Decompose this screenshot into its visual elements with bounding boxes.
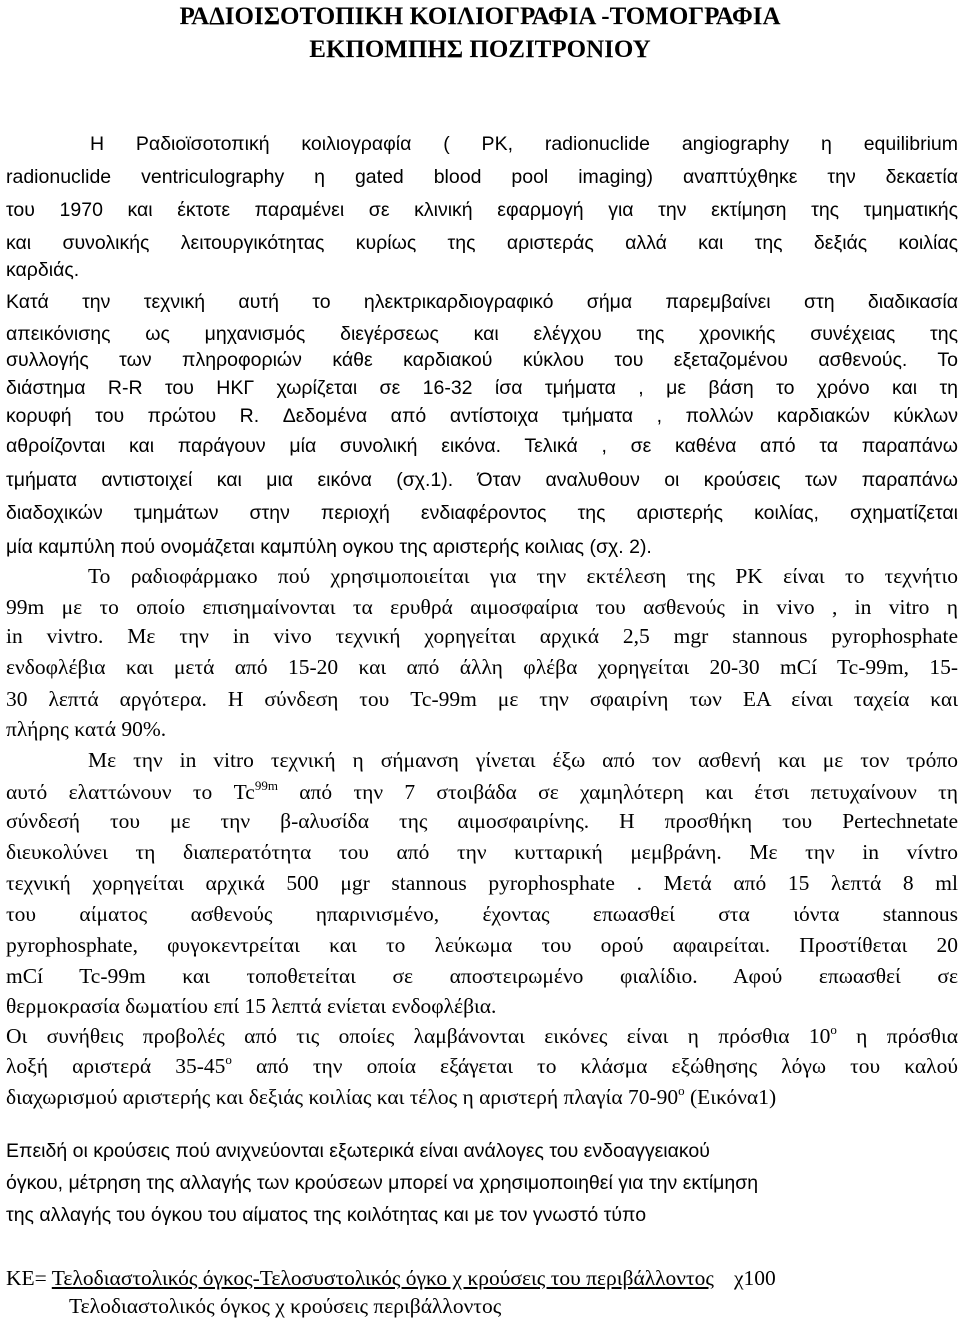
- invitro-line-9: θερμοκρασία δωματίου επί 15 λεπτά ενίεται ενδοφλέβια.: [6, 994, 497, 1018]
- degree-superscript: ο: [678, 1083, 685, 1098]
- projections-line-1-start: Οι συνήθεις προβολές από τις οποίες λαμβάνονται εικόνες είναι η πρόσθια 10: [6, 1024, 831, 1048]
- projections-line-3-start: διαχωρισμού αριστερής και δεξιάς κοιλίας και τέλος η αριστερή πλαγία 70-90: [6, 1085, 679, 1109]
- intro-line-3: του 1970 και έκτοτε παραμένει σε κλινική εφαρμογή για την εκτίμηση της τμηματικής: [6, 199, 958, 221]
- invitro-line-7: pyrophosphate, φυγοκεντρείται και το λεύκωμα του ορού αφαιρείται. Προστίθεται 20: [6, 933, 958, 957]
- projections-line-1: [6, 1020, 958, 1052]
- counts-line-2: όγκου, μέτρηση της αλλαγής των κρούσεων μπορεί να χρησιμοποιηθεί για την εκτίμηση: [6, 1172, 759, 1194]
- invitro-line-8: mCí Tc-99m και τοποθετείται σε αποστειρωμένο φιαλίδιο. Αφού επωασθεί σε: [6, 964, 958, 988]
- intro-line-5: καρδιάς.: [6, 259, 80, 281]
- invitro-line-1: Με την in vitro τεχνική η σήμανση γίνεται έξω από τον ασθενή και με τον τρόπο: [88, 748, 958, 772]
- invitro-line-3: σύνδεσή του με την β-αλυσίδα της αιμοσφαιρίνης. Η προσθήκη του Pertechnetate: [6, 809, 958, 833]
- isotope-superscript: 99m: [254, 778, 278, 793]
- technique-line-3: συλλογής των πληροφοριών κάθε καρδιακού κύκλου του εξεταζομένου ασθενούς. Το: [6, 349, 958, 371]
- invitro-line-4: διευκολύνει τη διαπερατότητα του από την κυτταρική μεμβράνη. Με την in vívtro: [6, 840, 958, 864]
- projections-line-2-start: λοξή αριστερά 35-45: [6, 1054, 226, 1078]
- projections-line-3-end: (Εικόνα1): [684, 1085, 777, 1109]
- degree-superscript: ο: [830, 1022, 837, 1037]
- projections-line-3: [6, 1081, 958, 1113]
- formula-multiplier: χ100: [733, 1266, 776, 1290]
- projections-line-2: [6, 1050, 958, 1082]
- technique-line-5: κορυφή του πρώτου R. Δεδομένα από αντίστοιχα τμήματα , πολλών καρδιακών κύκλων: [6, 405, 958, 427]
- intro-line-4: και συνολικής λειτουργικότητας κυρίως της αριστεράς αλλά και της δεξιάς κοιλίας: [6, 232, 958, 254]
- invitro-line-2-start: αυτό ελαττώνουν το Tc: [6, 780, 255, 804]
- technique-line-2: απεικόνισης ως μηχανισμός διεγέρσεως και ελέγχου της χρονικής συνέχειας της: [6, 323, 958, 345]
- radiopharm-line-2: 99m με το οποίο επισημαίνονται τα ερυθρά αιμοσφαίρια του ασθενούς in vivo , in vitro η: [6, 595, 958, 619]
- radiopharm-line-5: 30 λεπτά αργότερα. Η σύνδεση του Tc-99m με την σφαιρίνη των ΕΑ είναι ταχεία και: [6, 687, 958, 711]
- title-line-2: ΕΚΠΟΜΠΗΣ ΠΟΖΙΤΡΟΝΙΟΥ: [309, 36, 651, 63]
- formula-numerator: Τελοδιαστολικός όγκος-Τελοσυστολικός όγκο χ κρούσεις του περιβάλλοντος: [51, 1266, 714, 1290]
- invitro-line-2-end: από την 7 στοιβάδα σε χαμηλότερη και έτσι πετυχαίνουν τη: [277, 780, 958, 804]
- technique-line-4: διάστημα R-R του ΗΚΓ χωρίζεται σε 16-32 ίσα τμήματα , με βάση το χρόνο και τη: [6, 377, 958, 399]
- technique-line-7: τμήματα αντιστοιχεί και μια εικόνα (σχ.1). Όταν αναλυθουν οι κρούσεις των παραπάνω: [6, 469, 958, 491]
- technique-line-9: μία καμπύλη πού ονομάζεται καμπύλη ογκου της αριστερής κοιλιας (σχ. 2).: [6, 536, 652, 558]
- formula-denominator: Τελοδιαστολικός όγκος χ κρούσεις περιβάλλοντος: [69, 1294, 502, 1318]
- intro-line-1: Η Ραδιοϊσοτοπική κοιλιογραφία ( ΡΚ, radionuclide angiography η equilibrium: [90, 133, 958, 155]
- radiopharm-line-3: in vivtro. Με την in vivo τεχνική χορηγείται αρχικά 2,5 mgr stannous pyrophosphate: [6, 624, 958, 648]
- technique-line-1: Κατά την τεχνική αυτή το ηλεκτρικαρδιογραφικό σήμα παρεμβαίνει στη διαδικασία: [6, 291, 958, 313]
- radiopharm-line-6: πλήρης κατά 90%.: [6, 717, 167, 741]
- invitro-line-5: τεχνική χορηγείται αρχικά 500 μgr stannous pyrophosphate . Μετά από 15 λεπτά 8 ml: [6, 871, 958, 895]
- invitro-line-2: [6, 776, 958, 808]
- projections-line-2-end: από την οποία εξάγεται το κλάσμα εξώθησης λόγω του καλού: [231, 1054, 958, 1078]
- technique-line-8: διαδοχικών τμημάτων στην περιοχή ενδιαφέροντος της αριστερής κοιλίας, σχηματίζεται: [6, 502, 958, 524]
- radiopharm-line-1: Το ραδιοφάρμακο πού χρησιμοποιείται για την εκτέλεση της ΡΚ είναι το τεχνήτιο: [88, 564, 958, 588]
- formula-prefix: ΚΕ=: [6, 1266, 52, 1290]
- technique-line-6: αθροίζονται και παράγουν μία συνολική εικόνα. Τελικά , σε καθένα από τα παραπάνω: [6, 435, 958, 457]
- degree-superscript: ο: [225, 1052, 232, 1067]
- projections-line-1-end: η πρόσθια: [836, 1024, 959, 1048]
- radiopharm-line-4: ενδοφλέβια και μετά από 15-20 και από άλλη φλέβα χορηγείται 20-30 mCí Tc-99m, 15-: [6, 655, 958, 679]
- counts-line-3: της αλλαγής του όγκου του αίματος της κοιλότητας και με τον γνωστό τύπο: [6, 1204, 647, 1226]
- invitro-line-6: του αίματος ασθενούς ηπαρινισμένο, έχοντας επωασθεί στα ιόντα stannous: [6, 902, 958, 926]
- intro-line-2: radionuclide ventriculography η gated blood pool imaging) αναπτύχθηκε την δεκαετία: [6, 166, 958, 188]
- counts-line-1: Επειδή οι κρούσεις πού ανιχνεύονται εξωτερικά είναι ανάλογες του ενδοαγγειακού: [6, 1140, 710, 1162]
- title-line-1: ΡΑΔΙΟΙΣΟΤΟΠΙΚΗ ΚΟΙΛΙΟΓΡΑΦΙΑ -ΤΟΜΟΓΡΑΦΙΑ: [179, 3, 781, 30]
